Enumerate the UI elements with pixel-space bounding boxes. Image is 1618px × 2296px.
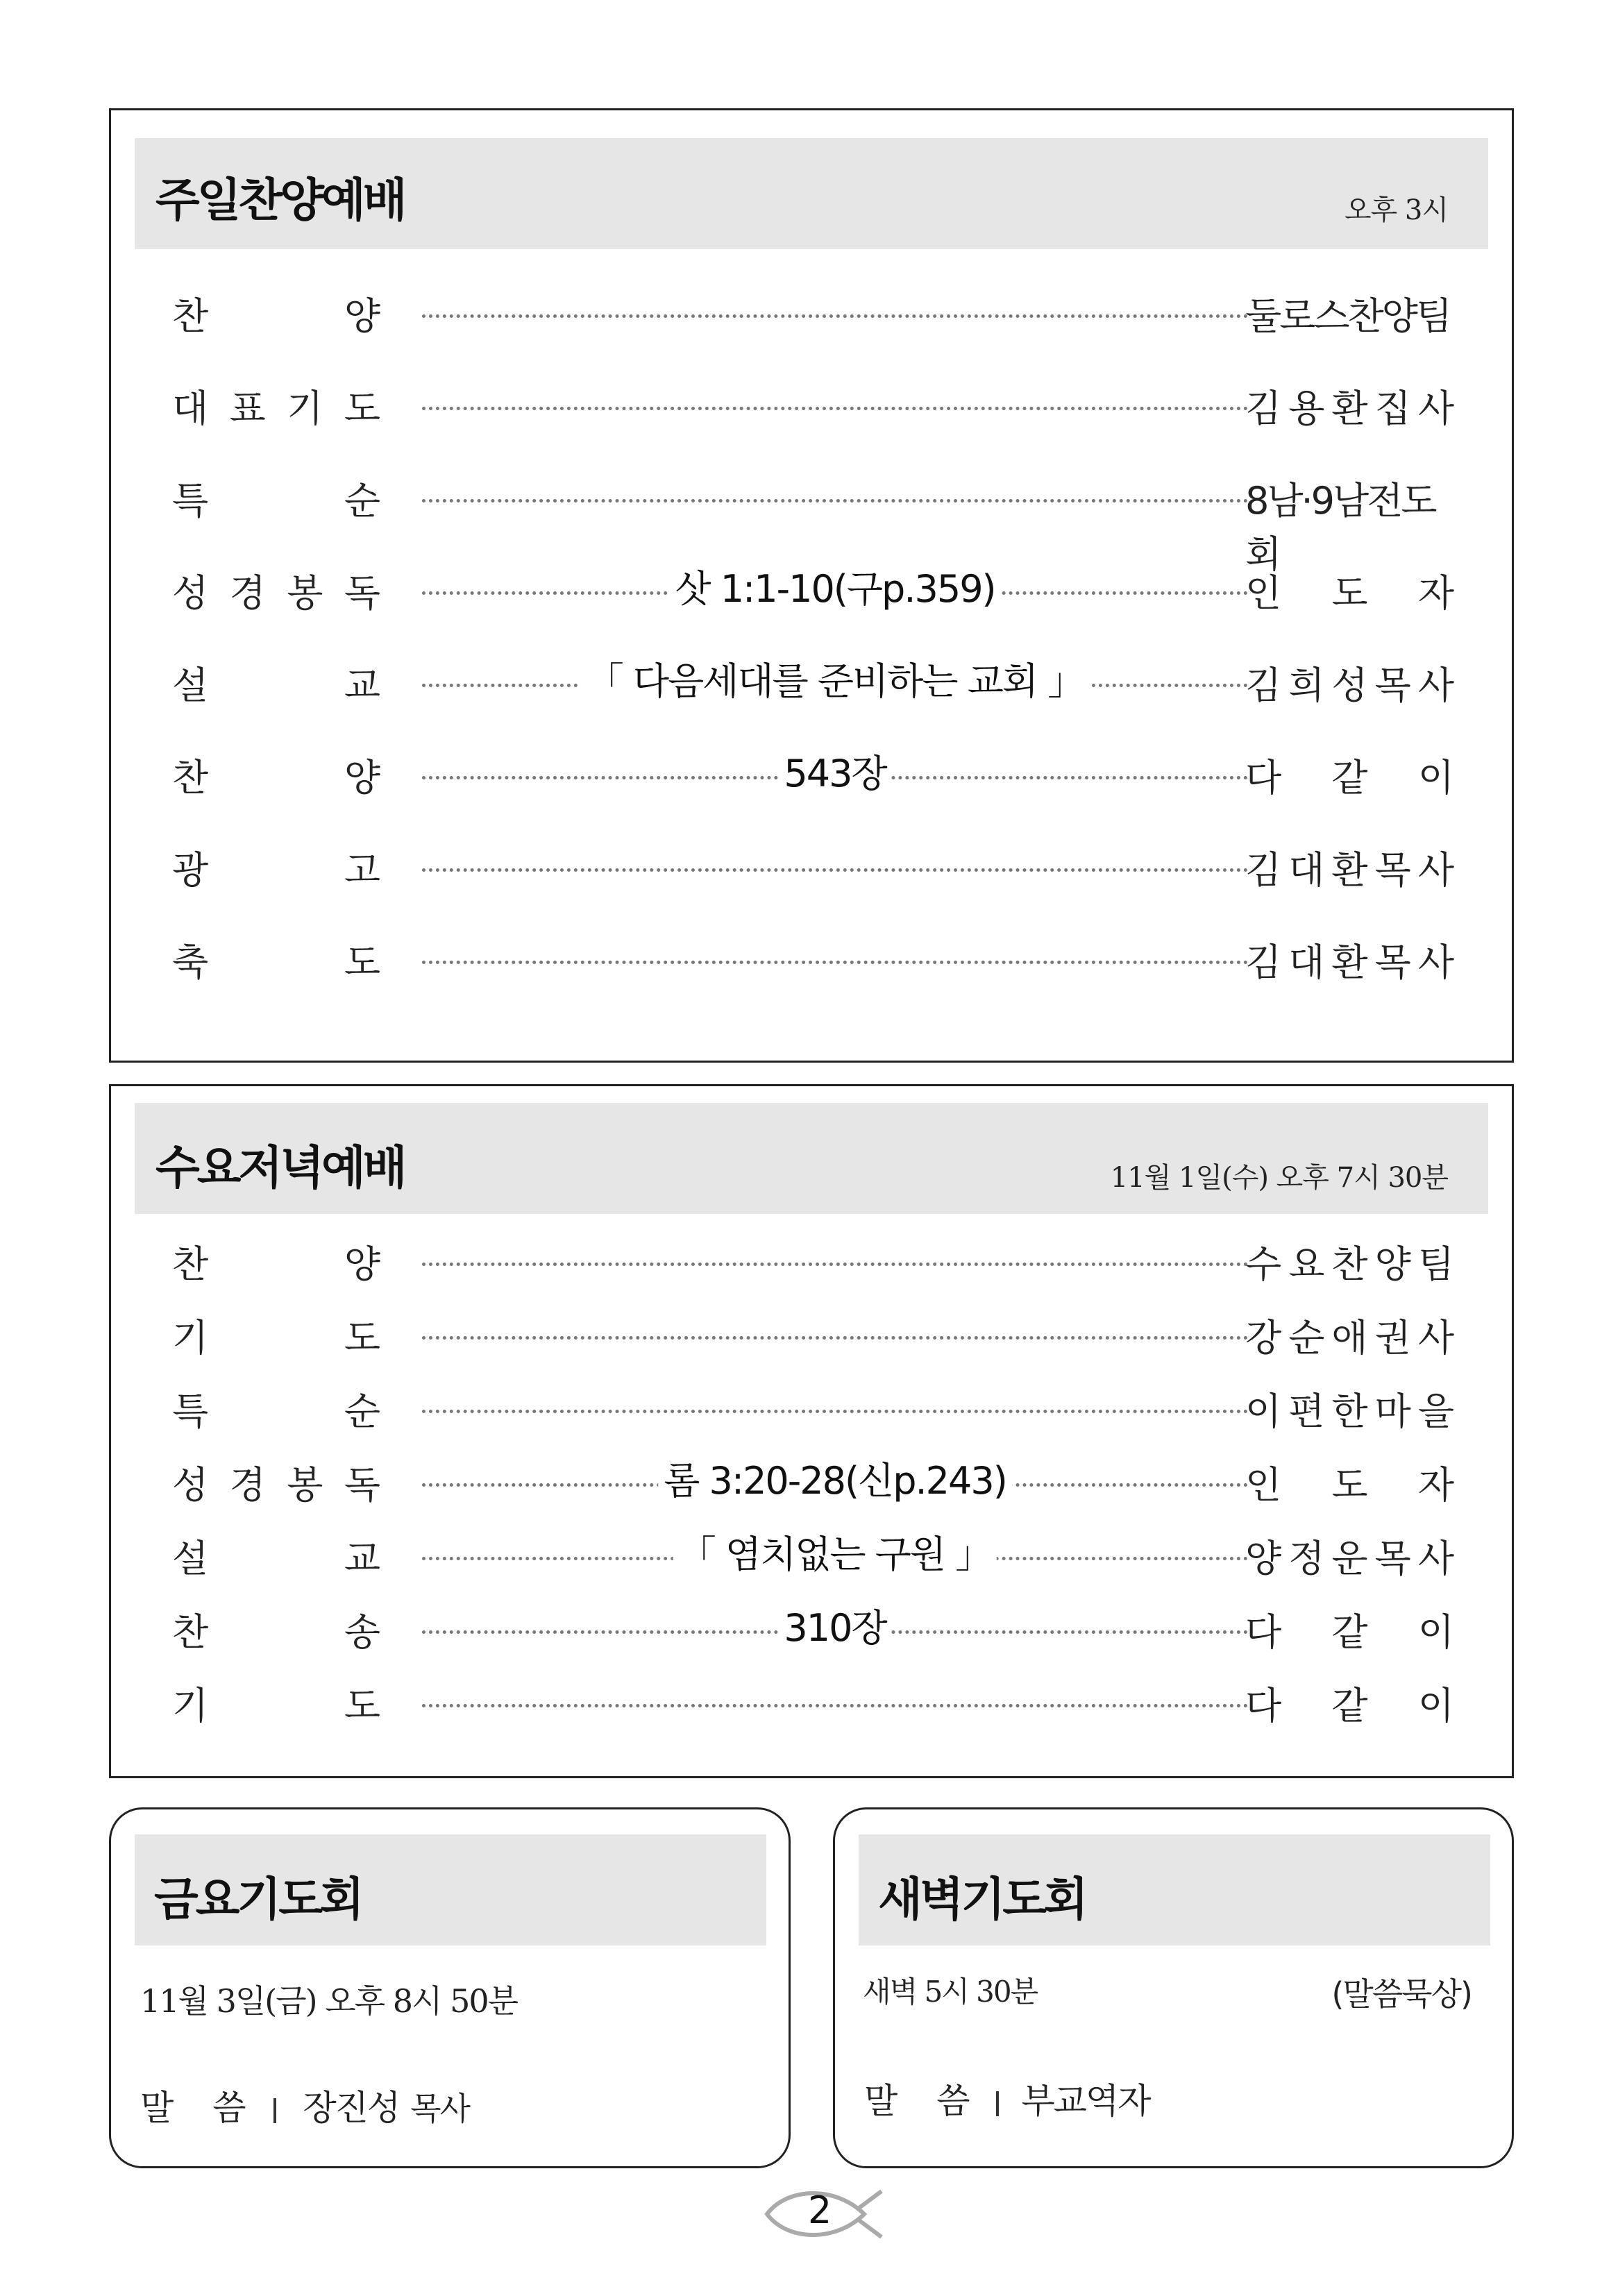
leader-char: 이 — [1417, 1610, 1453, 1654]
label-char: 성 — [172, 571, 209, 615]
leader-char: 사 — [1417, 848, 1453, 892]
order-row — [111, 287, 1512, 356]
order-item-label — [172, 1529, 380, 1582]
label-char: 송 — [344, 1610, 380, 1654]
wednesday-service-header — [135, 1103, 1488, 1214]
leader-char: 다 — [1245, 756, 1281, 800]
order-item-leader: 둘로스찬양팀 — [1245, 294, 1450, 338]
label-char: 기 — [287, 387, 323, 430]
leader-char: 대 — [1288, 848, 1324, 892]
label-char: 도 — [344, 1316, 380, 1360]
label-char: 찬 — [172, 1610, 209, 1654]
leader-char: 마 — [1374, 1390, 1410, 1433]
leader-char: 수 — [1245, 1242, 1281, 1286]
leader-char: 김 — [1245, 387, 1281, 430]
order-item-leader — [1245, 1455, 1453, 1509]
order-item-label — [172, 564, 380, 617]
leader-char: 자 — [1417, 571, 1453, 615]
label-char: 찬 — [172, 1242, 209, 1286]
order-row — [111, 1529, 1512, 1598]
order-item-detail: 삿 1:1-10(구p.359) — [669, 559, 1000, 613]
order-item-leader — [1245, 1603, 1453, 1656]
leader-char: 목 — [1374, 664, 1410, 707]
leader-char: 사 — [1417, 1316, 1453, 1360]
order-item-leader — [1245, 933, 1453, 986]
order-row — [111, 379, 1512, 448]
order-item-label — [172, 1455, 380, 1509]
label-char: 특 — [172, 1390, 209, 1433]
label-char: 성 — [172, 1463, 209, 1507]
order-row — [111, 933, 1512, 1002]
label-char: 경 — [229, 1463, 266, 1507]
leader-char: 다 — [1245, 1684, 1281, 1728]
leader-char: 양 — [1245, 1537, 1281, 1580]
leader-char: 이 — [1245, 1390, 1281, 1433]
order-item-detail: 「 염치없는 구원 」 — [673, 1525, 997, 1578]
order-item-label — [172, 656, 380, 709]
order-item-leader — [1245, 656, 1453, 709]
dotted-leader — [422, 868, 1248, 872]
label-char: 독 — [344, 1463, 380, 1507]
dawn-prayer-note: (말씀묵상) — [1331, 1975, 1472, 2013]
leader-char: 성 — [1331, 664, 1367, 707]
leader-char: 을 — [1417, 1390, 1453, 1433]
wednesday-service-box — [109, 1084, 1514, 1778]
leader-char: 같 — [1331, 1684, 1367, 1728]
dotted-leader — [422, 314, 1248, 318]
order-row — [111, 1676, 1512, 1746]
order-item-detail: 543장 — [778, 744, 891, 797]
leader-char: 환 — [1331, 940, 1367, 984]
label-char: 찬 — [172, 756, 209, 800]
leader-char: 애 — [1331, 1316, 1367, 1360]
leader-char: 도 — [1331, 571, 1367, 615]
label-char: 교 — [344, 664, 380, 707]
order-item-leader — [1245, 564, 1453, 617]
dawn-prayer-box — [833, 1807, 1514, 2168]
leader-char: 희 — [1288, 664, 1324, 707]
sunday-service-title: 주일찬양예배 — [155, 174, 405, 227]
order-row — [111, 471, 1512, 576]
leader-char: 집 — [1374, 387, 1410, 430]
label-char: 순 — [344, 1390, 380, 1433]
order-item-detail: 310장 — [778, 1598, 891, 1652]
label-char: 광 — [172, 848, 209, 892]
label-char: 양 — [344, 294, 380, 338]
leader-char: 팀 — [1417, 1242, 1453, 1286]
label-char: 독 — [344, 571, 380, 615]
leader-char: 같 — [1331, 756, 1367, 800]
friday-sermon-label: 말 씀 — [140, 2088, 260, 2128]
order-item-label — [172, 1676, 380, 1730]
sunday-service-time: 오후 3시 — [1344, 194, 1448, 226]
label-char: 순 — [344, 479, 380, 523]
leader-char: 환 — [1331, 387, 1367, 430]
order-item-leader — [1245, 1676, 1453, 1730]
friday-sermon-role: 목사 — [410, 2090, 469, 2127]
sunday-service-box — [109, 108, 1514, 1063]
leader-char: 사 — [1417, 1537, 1453, 1580]
order-item-label — [172, 1308, 380, 1362]
label-char: 경 — [229, 571, 266, 615]
sunday-service-header — [135, 138, 1488, 249]
leader-char: 다 — [1245, 1610, 1281, 1654]
label-char: 양 — [344, 1242, 380, 1286]
order-item-label — [172, 1235, 380, 1288]
leader-char: 인 — [1245, 1463, 1281, 1507]
separator — [273, 2098, 276, 2123]
leader-char: 김 — [1245, 940, 1281, 984]
order-row — [111, 1308, 1512, 1378]
wednesday-service-time: 11월 1일(수) 오후 7시 30분 — [1110, 1162, 1448, 1194]
order-item-label — [172, 1603, 380, 1656]
leader-char: 용 — [1288, 387, 1324, 430]
friday-prayer-box — [109, 1807, 791, 2168]
label-char: 도 — [344, 1684, 380, 1728]
leader-char: 목 — [1374, 848, 1410, 892]
leader-char: 사 — [1417, 387, 1453, 430]
label-char: 교 — [344, 1537, 380, 1580]
leader-char: 사 — [1417, 940, 1453, 984]
friday-prayer-title: 금요기도회 — [154, 1873, 362, 1926]
leader-char: 편 — [1288, 1390, 1324, 1433]
order-item-leader — [1245, 1529, 1453, 1582]
order-item-label — [172, 748, 380, 802]
order-item-label — [172, 933, 380, 986]
label-char: 도 — [344, 940, 380, 984]
friday-sermon-speaker: 장진성 — [303, 2088, 400, 2128]
label-char: 대 — [172, 387, 209, 430]
dawn-sermon-line — [864, 2073, 1150, 2123]
dotted-leader — [422, 499, 1248, 503]
order-item-leader — [1245, 748, 1453, 802]
separator — [996, 2091, 999, 2116]
order-item-leader — [1245, 1308, 1453, 1362]
dawn-sermon-speaker: 부교역자 — [1021, 2081, 1150, 2121]
leader-char: 이 — [1417, 1684, 1453, 1728]
leader-char: 김 — [1245, 664, 1281, 707]
label-char: 특 — [172, 479, 209, 523]
order-row — [111, 748, 1512, 818]
label-char: 도 — [344, 387, 380, 430]
label-char: 설 — [172, 664, 209, 707]
page-number-fish — [760, 2183, 885, 2245]
dotted-leader — [422, 1704, 1248, 1707]
dotted-leader — [422, 1410, 1248, 1413]
leader-char: 도 — [1331, 1463, 1367, 1507]
order-row — [111, 1455, 1512, 1525]
leader-char: 자 — [1417, 1463, 1453, 1507]
dawn-prayer-time: 새벽 5시 30분 — [863, 1975, 1038, 2009]
leader-char: 정 — [1288, 1537, 1324, 1580]
leader-char: 순 — [1288, 1316, 1324, 1360]
leader-char: 권 — [1374, 1316, 1410, 1360]
leader-char: 목 — [1374, 1537, 1410, 1580]
leader-char: 사 — [1417, 664, 1453, 707]
friday-sermon-line — [140, 2080, 469, 2130]
order-item-leader — [1245, 841, 1453, 894]
order-item-detail: 롬 3:20-28(신p.243) — [658, 1451, 1012, 1505]
label-char: 고 — [344, 848, 380, 892]
label-char: 축 — [172, 940, 209, 984]
leader-char: 운 — [1331, 1537, 1367, 1580]
page-number: 2 — [807, 2188, 832, 2232]
order-row — [111, 1603, 1512, 1672]
dawn-prayer-title: 새벽기도회 — [878, 1873, 1086, 1926]
leader-char: 요 — [1288, 1242, 1324, 1286]
friday-prayer-header — [135, 1834, 766, 1945]
order-item-label — [172, 379, 380, 432]
dotted-leader — [422, 961, 1248, 964]
label-char: 기 — [172, 1316, 209, 1360]
order-row — [111, 1382, 1512, 1451]
dotted-leader — [422, 1263, 1248, 1266]
order-item-label — [172, 471, 380, 525]
label-char: 표 — [229, 387, 266, 430]
label-char: 봉 — [287, 1463, 323, 1507]
order-row — [111, 564, 1512, 633]
order-item-leader — [1245, 1235, 1453, 1288]
leader-char: 목 — [1374, 940, 1410, 984]
wednesday-service-title: 수요저녁예배 — [155, 1141, 405, 1195]
order-item-label — [172, 841, 380, 894]
label-char: 양 — [344, 756, 380, 800]
order-item-leader — [1245, 379, 1453, 432]
label-char: 봉 — [287, 571, 323, 615]
label-char: 기 — [172, 1684, 209, 1728]
leader-char: 같 — [1331, 1610, 1367, 1654]
label-char: 설 — [172, 1537, 209, 1580]
leader-char: 이 — [1417, 756, 1453, 800]
order-item-label — [172, 1382, 380, 1435]
order-row — [111, 841, 1512, 910]
order-item-detail: 「 다음세대를 준비하는 교회 」 — [581, 652, 1089, 705]
order-item-leader — [1245, 1382, 1453, 1435]
leader-char: 찬 — [1331, 1242, 1367, 1286]
leader-char: 한 — [1331, 1390, 1367, 1433]
dotted-leader — [422, 1336, 1248, 1340]
dawn-sermon-label: 말 씀 — [864, 2081, 984, 2121]
leader-char: 양 — [1374, 1242, 1410, 1286]
order-row — [111, 1235, 1512, 1304]
leader-char: 환 — [1331, 848, 1367, 892]
leader-char: 인 — [1245, 571, 1281, 615]
leader-char: 김 — [1245, 848, 1281, 892]
order-item-leader: 8남·9남전도회 — [1245, 479, 1435, 576]
leader-char: 강 — [1245, 1316, 1281, 1360]
order-row — [111, 656, 1512, 725]
dotted-leader — [422, 407, 1248, 410]
leader-char: 대 — [1288, 940, 1324, 984]
friday-prayer-date: 11월 3일(금) 오후 8시 50분 — [140, 1982, 518, 2020]
order-item-label — [172, 287, 380, 340]
dawn-prayer-header — [859, 1834, 1490, 1945]
label-char: 찬 — [172, 294, 209, 338]
